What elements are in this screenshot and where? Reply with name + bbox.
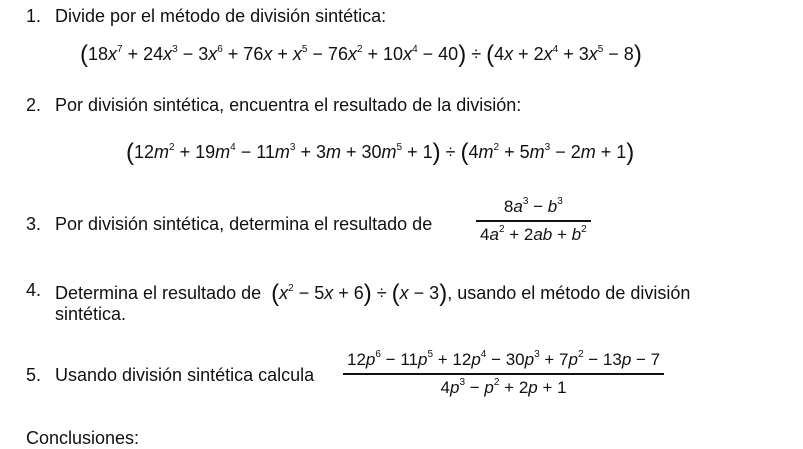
problem-number: 2. (26, 95, 42, 115)
expression-4: $(x^2 - 5x + 6) \div (x - 3)$ (271, 280, 448, 307)
problem-text: Por división sintética, encuentra el resultado de la división: (55, 95, 522, 115)
expression-2: $(12m^2 + 19m^4 - 11m^3 + 3m + 30m^5 + 1) \div (4m^2 + 5m^3 - 2m + 1)$ (126, 139, 635, 166)
problem-number: 3. (26, 214, 42, 234)
problem-text-after: , usando el método de división (447, 283, 691, 303)
fraction-3 (476, 197, 591, 245)
problem-text-line2: sintética. (55, 304, 127, 324)
problem-number: 4. (26, 280, 42, 300)
denominator: $4a^2 + 2ab + b^2$ (480, 223, 587, 244)
fraction-5 (343, 350, 664, 398)
problem-number: 5. (26, 365, 42, 385)
problem-text: Por división sintética, determina el resultado de (55, 214, 433, 234)
problem-text: Divide por el método de división sintética: (55, 6, 387, 26)
denominator: $4p^3 - p^2 + 2p + 1$ (440, 376, 567, 397)
problem-text-before: Determina el resultado de (55, 283, 262, 303)
numerator: $12p^6 - 11p^5 + 12p^4 - 30p^3 + 7p^2 - 13p - 7$ (347, 349, 661, 369)
footer-heading-partial: Conclusiones: (26, 428, 140, 448)
problem-number: 1. (26, 6, 42, 26)
numerator: $8a^3 - b^3$ (503, 196, 563, 216)
expression-1: $(18x^7 + 24x^3 - 3x^6 + 76x + x^5 - 76x^2 + 10x^4 - 40) \div (4x + 2x^4 + 3x^5 - 8)$ (80, 41, 642, 68)
problem-text: Usando división sintética calcula (55, 365, 315, 385)
